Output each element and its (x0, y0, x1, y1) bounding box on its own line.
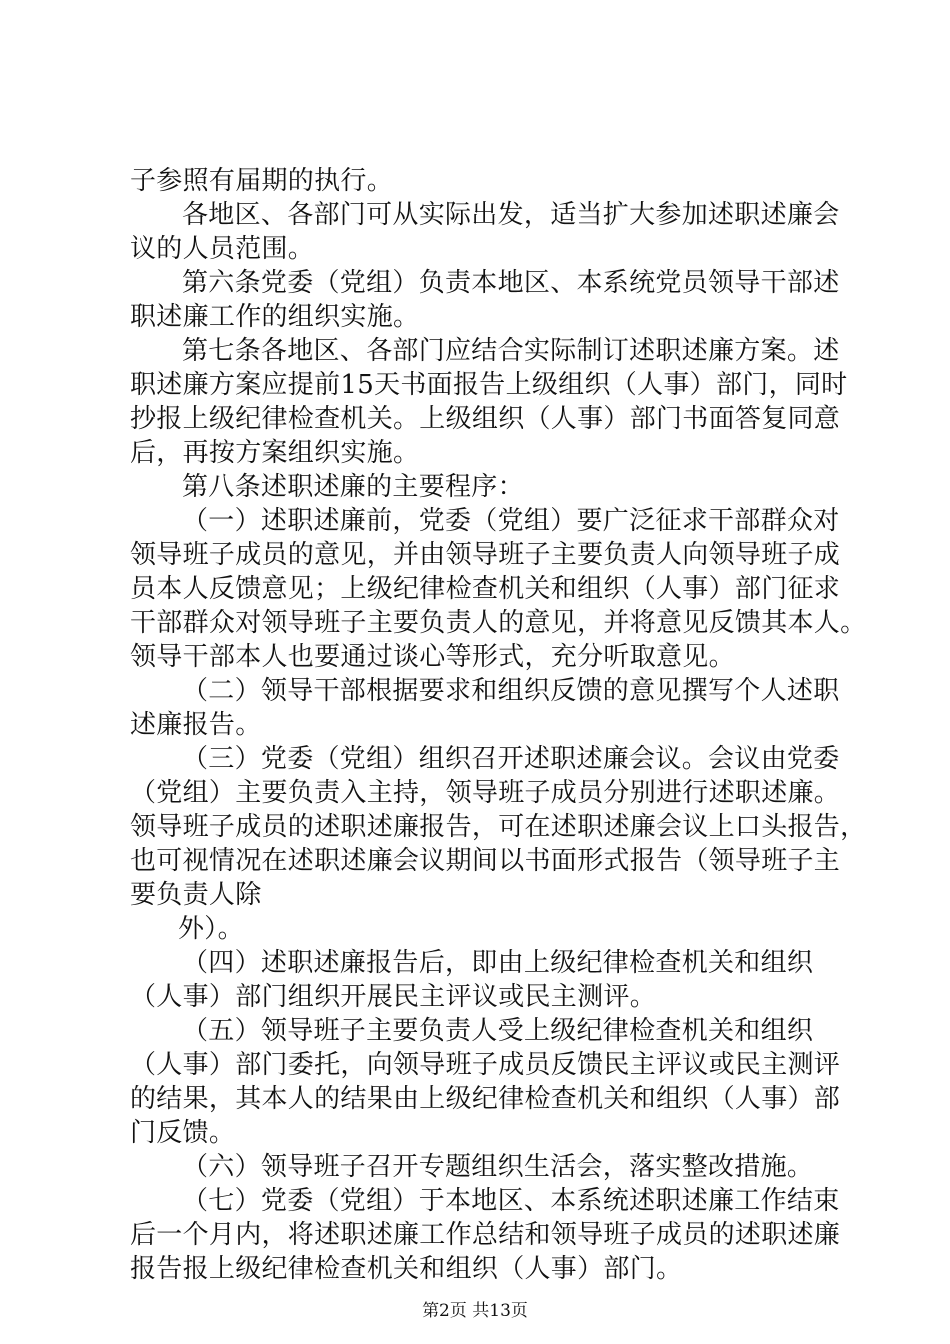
text-line: 领导干部本人也要通过谈心等形式，充分听取意见。 (130, 642, 735, 672)
text-line: 外）。 (178, 914, 244, 944)
text-line: （人事）部门组织开展民主评议或民主测评。 (130, 982, 657, 1012)
text-line: 职述廉方案应提前15天书面报告上级组织（人事）部门，同时 (130, 370, 848, 400)
text-line: 报告报上级纪律检查机关和组织（人事）部门。 (130, 1254, 683, 1284)
text-line: （三）党委（党组）组织召开述职述廉会议。会议由党委 (182, 744, 840, 774)
text-line: 的结果，其本人的结果由上级纪律检查机关和组织（人事）部 (130, 1084, 841, 1114)
text-line: （一）述职述廉前，党委（党组）要广泛征求干部群众对 (182, 506, 840, 536)
text-line: （六）领导班子召开专题组织生活会，落实整改措施。 (182, 1152, 814, 1182)
text-line: 议的人员范围。 (130, 234, 315, 264)
text-line: 第八条述职述廉的主要程序： (182, 472, 524, 502)
text-line: （党组）主要负责入主持，领导班子成员分别进行述职述廉。 (130, 778, 841, 808)
text-line: 各地区、各部门可从实际出发，适当扩大参加述职述廉会 (182, 200, 840, 230)
text-line: （二）领导干部根据要求和组织反馈的意见撰写个人述职 (182, 676, 840, 706)
text-line: 要负责人除 (130, 880, 262, 910)
text-line: 第六条党委（党组）负责本地区、本系统党员领导干部述 (182, 268, 840, 298)
text-line: 子参照有届期的执行。 (130, 166, 394, 196)
text-line: 抄报上级纪律检查机关。上级组织（人事）部门书面答复同意 (130, 404, 841, 434)
text-line: （四）述职述廉报告后，即由上级纪律检查机关和组织 (182, 948, 814, 978)
text-line: 职述廉工作的组织实施。 (130, 302, 420, 332)
text-line: 述廉报告。 (130, 710, 262, 740)
text-line: 也可视情况在述职述廉会议期间以书面形式报告（领导班子主 (130, 846, 841, 876)
text-line: 后，再按方案组织实施。 (130, 438, 420, 468)
text-line: 领导班子成员的意见，并由领导班子主要负责人向领导班子成 (130, 540, 841, 570)
page-footer: 第2页 共13页 (422, 1301, 528, 1321)
text-line: （五）领导班子主要负责人受上级纪律检查机关和组织 (182, 1016, 814, 1046)
text-line: 员本人反馈意见；上级纪律检查机关和组织（人事）部门征求 (130, 574, 841, 604)
text-line: （人事）部门委托，向领导班子成员反馈民主评议或民主测评 (130, 1050, 841, 1080)
text-line: 门反馈。 (130, 1118, 236, 1148)
text-line: 第七条各地区、各部门应结合实际制订述职述廉方案。述 (182, 336, 840, 366)
text-line: （七）党委（党组）于本地区、本系统述职述廉工作结束 (182, 1186, 840, 1216)
text-line: 领导班子成员的述职述廉报告，可在述职述廉会议上口头报告， (130, 812, 867, 842)
text-line: 干部群众对领导班子主要负责人的意见，并将意见反馈其本人。 (130, 608, 867, 638)
text-line: 后一个月内，将述职述廉工作总结和领导班子成员的述职述廉 (130, 1220, 841, 1250)
